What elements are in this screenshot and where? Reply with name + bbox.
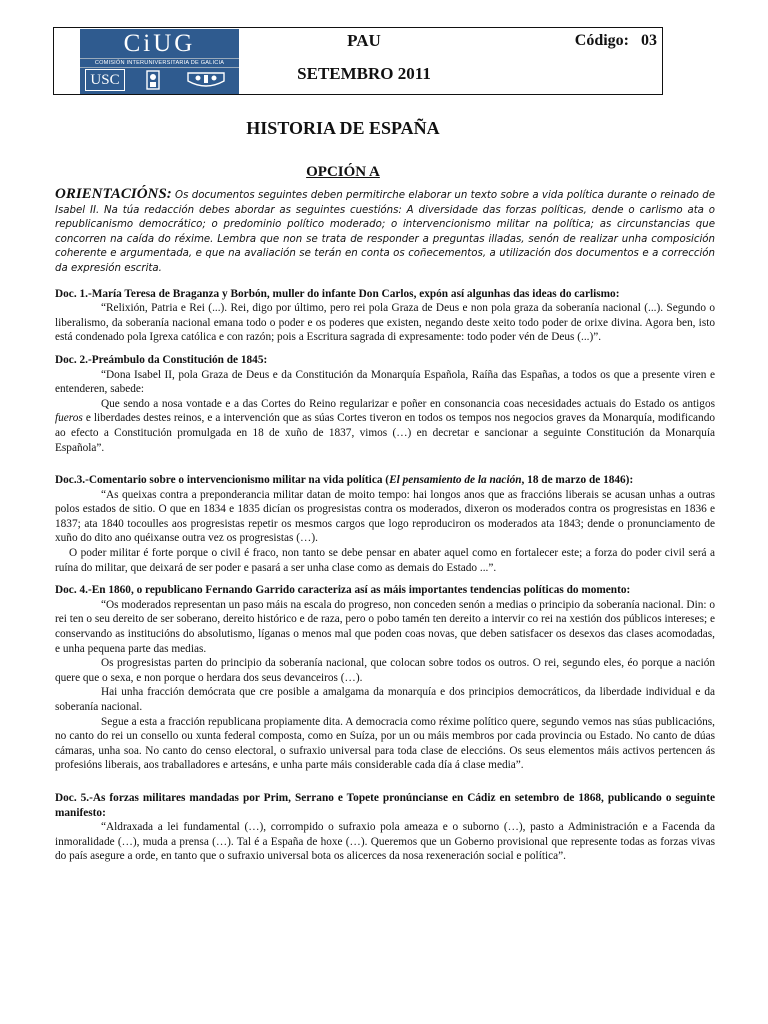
document-heading: Doc. 4.-En 1860, o republicano Fernando Garrido caracteriza así as máis importantes tendencias políticas do momento: xyxy=(55,584,631,597)
document-5 xyxy=(55,791,715,864)
document-paragraph: “Os moderados representan un paso máis na escala do progreso, non conceden senón a medias o principio da soberanía nacional. Din: o rei ten o seu dereito de ser soberano, dereito histórico e de raza, pero o pobo tamén ten dereito a intervir co rei na xestión dos públicos intereses; e conservando as institucións do absolutismo, líganas o menos mal que poden coas novas, que deben satisfacer os desexos das clases acomodadas, e unha pequena parte das medias. xyxy=(55,598,715,655)
italic-term: fueros xyxy=(55,412,83,425)
document-paragraph: O poder militar é forte porque o civil é fraco, non tanto se debe pensar en abater aquel como en fortalecer este; a forza do poder civil será a ruína do militar, que deixará de ser poder e pasará a ser unha clase como as demais do Estado ...”. xyxy=(55,547,715,574)
exam-title: HISTORIA DE ESPAÑA xyxy=(246,118,440,138)
document-2 xyxy=(55,353,715,455)
document-paragraph: “Dona Isabel II, pola Graza de Deus e da Constitución da Monarquía Española, Raíña das Españas, a todos os que a presente viren e entenderen, sabede: xyxy=(55,368,715,396)
heading-text: Doc.3.-Comentario sobre o intervencionismo militar na vida política ( xyxy=(55,474,390,487)
paragraph-text: e liberdades destes reinos, e a intervención que as súas Cortes tiveron en todos os tempos nos negocios graves da Monarquía, modificando ao efecto a Constitución promulgada en 18 de xuño de 1837, vimos (…) en decretar e sancionar a seguinte Constitución da Monarquía Española”. xyxy=(55,412,715,454)
logo-subtitle: COMISIÓN INTERUNIVERSITARIA DE GALICIA xyxy=(80,58,239,68)
paragraph-text: Que sendo a nosa vontade e a das Cortes do Reino regularizar e poñer en consonancia coas necesidades actuais do Estado os antigos xyxy=(101,397,715,410)
document-paragraph: “As queixas contra a preponderancia militar datan de moito tempo: hai longos anos que as fraccións liberais se acusan unhas a outras polos estados de sitio. O que en 1834 e 1835 dicían os progresistas contra os moderados, dixeron os moderados contra os progresistas en 1836 e 1837; ata 1840 tocoulles aos progresistas repetir os mesmos cargos que logo reproduciron os moderados ata 1843; dende o pronunciamento de xuño do dito ano quéixanse outra vez os progresistas (…). xyxy=(55,488,715,545)
orientations-label: ORIENTACIÓNS: xyxy=(55,186,172,202)
usc-mark: USC xyxy=(85,69,125,91)
document-3 xyxy=(55,473,715,575)
orientations-text: Os documentos seguintes deben permitirche elaborar un texto sobre a vida política durante o reinado de Isabel II. Na túa redacción debes abordar as seguintes cuestións: A diversidade das forzas políticas, dende o carlismo ata o republicanismo democrático; o predominio político moderado; o intervencionismo militar na política; as circunstancias que concorren na caída do réxime. Lembra que non se trata de responder a preguntas illadas, senón de realizar unha composición coherente e argumentada, e que na avaliación se terán en conta os coñecementos, a utilización dos documentos e a corrección da expresión escrita. xyxy=(55,190,715,274)
document-4 xyxy=(55,583,715,773)
ciug-logo xyxy=(80,29,239,94)
logo-title: CiUG xyxy=(123,30,196,57)
exam-header xyxy=(53,27,663,95)
document-paragraph xyxy=(55,397,715,455)
exam-code xyxy=(575,31,657,51)
university-crest-icon xyxy=(138,69,168,91)
document-heading: Doc. 2.-Preámbulo da Constitución de 1845: xyxy=(55,353,268,366)
document-1 xyxy=(55,287,715,345)
document-paragraph: Os progresistas parten do principio da soberanía nacional, que colocan sobre todos os outros. O rei, segundo eles, éo porque a nación quere que o sexa, e non porque o herdara dos seus devanceiros (…). xyxy=(55,657,715,684)
document-paragraph: Hai unha fracción demócrata que cre posible a amalgama da monarquía e dos principios democráticos, da liberdade individual e da soberanía nacional. xyxy=(55,686,715,713)
document-heading xyxy=(55,473,715,488)
exam-body xyxy=(55,187,715,872)
option-heading: OPCIÓN A xyxy=(306,164,380,180)
exam-name: PAU xyxy=(347,31,381,50)
university-shield-icon xyxy=(180,69,232,91)
source-title: El pensamiento de la nación xyxy=(389,474,522,487)
document-heading: Doc. 1.-María Teresa de Braganza y Borbón, muller do infante Don Carlos, expón así algunhas das ideas do carlismo: xyxy=(55,287,620,300)
document-paragraph: Segue a esta a fracción republicana propiamente dita. A democracia como réxime político quere, segundo vemos nas súas publicacións, no canto do rei un consello ou xunta federal composta, como en Suíza, por un ou máis membros por cada provincia ou Estado. No canto de dúas cámaras, unha soa. No canto do censo electoral, o sufraxio universal para toda clase de eleccións. Os seus elementos máis activos pertencen ás profesións liberais, aos traballadores e artesáns, e unha parte máis considerable cada día á clase media”. xyxy=(55,715,715,772)
heading-text: , 18 de marzo de 1846): xyxy=(521,474,634,487)
document-paragraph: “Relixión, Patria e Rei (...). Rei, digo por último, pero rei pola Graza de Deus e non pola graza da soberanía nacional (...). Segundo o liberalismo, da soberanía nacional emana todo o poder e os poderes que existen, negando deste xeito todo poder de orixe divina. Agora ben, isto está condenado pola Igrexa católica e con razón; pois a Escritura sagrada di expresamente: todo poder vén de Deus (...)”. xyxy=(55,302,715,344)
document-heading: Doc. 5.-As forzas militares mandadas por Prim, Serrano e Topete pronúncianse en Cádiz en setembro de 1868, publicando o seguinte manifesto: xyxy=(55,791,715,819)
exam-session: SETEMBRO 2011 xyxy=(297,64,431,83)
code-value: 03 xyxy=(641,32,657,49)
document-paragraph: “Aldraxada a lei fundamental (…), corrompido o sufraxio pola ameaza e o suborno (…), pasto a Administración e a Facenda da inmoralidade (…), muda a prensa (…). Tal é a España de hoxe (…). Queremos que un Goberno provisional que represente todas as forzas vivas do país asegure a orde, en tanto que o sufraxio universal bota os alicerces da nosa rexeneración social e política”. xyxy=(55,821,715,863)
code-label: Código: xyxy=(574,32,629,49)
orientations xyxy=(55,187,715,277)
